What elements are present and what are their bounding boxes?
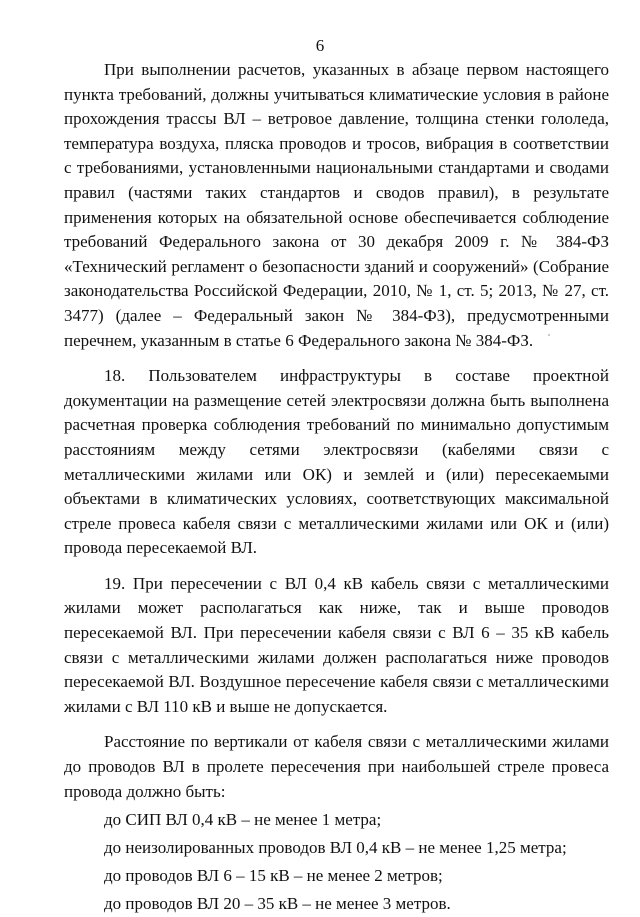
- list-item-sip-04kv: до СИП ВЛ 0,4 кВ – не менее 1 метра;: [104, 809, 382, 829]
- paragraph-vertical-distance: Расстояние по вертикали от кабеля связи с металлическими жилами до проводов ВЛ в пролете пересечения при наибольшей стреле провеса провода должно быть:: [64, 732, 609, 801]
- list-item-bare-04kv: до неизолированных проводов ВЛ 0,4 кВ – не менее 1,25 метра;: [104, 837, 567, 857]
- document-body: [64, 58, 609, 917]
- paragraph-item-18: 18. Пользователем инфраструктуры в составе проектной документации на размещение сетей электросвязи должна быть выполнена расчетная проверка соблюдения требований по минимально допустимым расстояниям между сетями электросвязи (кабелями связи с металлическими жилами или ОК) и землей и (или) пересекаемыми объектами в климатических условиях, соответствующих максимальной стреле провеса кабеля связи с металлическими жилами или ОК и (или) провода пересекаемой ВЛ.: [64, 366, 609, 558]
- paragraph-climate-conditions: При выполнении расчетов, указанных в абзаце первом настоящего пункта требований, должны учитываться климатические условия в районе прохождения трассы ВЛ – ветровое давление, толщина стенки гололеда, температура воздуха, пляска проводов и тросов, вибрация в соответствии с требованиями, установленными национальными стандартами и сводами правил (частями таких стандартов и сводов правил), в результате применения которых на обязательной основе обеспечивается соблюдение требований Федерального закона от 30 декабря 2009 г. № 384-ФЗ «Технический регламент о безопасности зданий и сооружений» (Собрание законодательства Российской Федерации, 2010, № 1, ст. 5; 2013, № 27, ст. 3477) (далее – Федеральный закон № 384-ФЗ), предусмотренными перечнем, указанным в статье 6 Федерального закона № 384-ФЗ.: [64, 60, 609, 350]
- scan-speck: [548, 334, 550, 336]
- paragraph-item-19: 19. При пересечении с ВЛ 0,4 кВ кабель связи с металлическими жилами может располагаться как ниже, так и выше проводов пересекаемой ВЛ. При пересечении кабеля связи с ВЛ 6 – 35 кВ кабель связи с металлическими жилами должен располагаться ниже проводов пересекаемой ВЛ. Воздушное пересечение кабеля связи с металлическими жилами с ВЛ 110 кВ и выше не допускается.: [64, 573, 609, 716]
- list-item-6-15kv: до проводов ВЛ 6 – 15 кВ – не менее 2 метров;: [104, 865, 443, 885]
- list-item-20-35kv: до проводов ВЛ 20 – 35 кВ – не менее 3 метров.: [104, 894, 451, 913]
- page-number: 6: [315, 36, 325, 55]
